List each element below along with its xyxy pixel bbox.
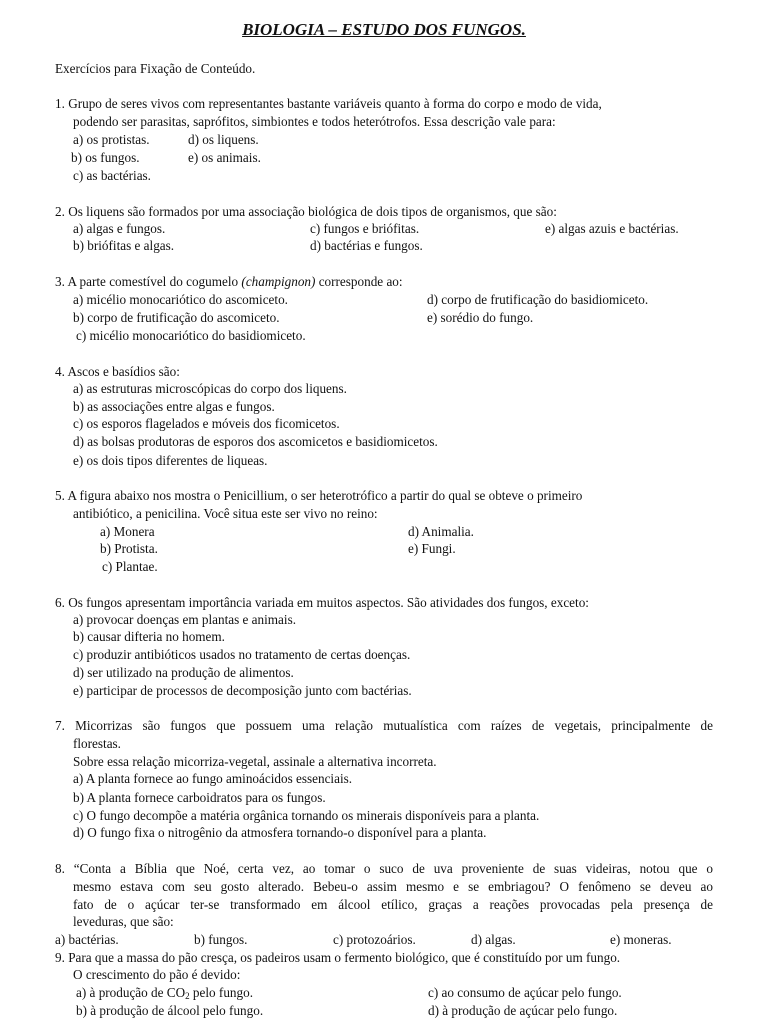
q8-option-c: c) protozoários.	[333, 932, 416, 947]
q7-option-b: b) A planta fornece carboidratos para os fungos.	[73, 790, 326, 805]
q3-option-e: e) sorédio do fungo.	[427, 310, 534, 325]
q5-option-d: d) Animalia.	[408, 524, 474, 539]
q8-stem-line-2: mesmo estava com seu gosto alterado. Bebeu-o assim mesmo e se embriagou? O fenômeno se deveu ao	[73, 879, 713, 894]
q3-option-c: c) micélio monocariótico do basidiomiceto.	[76, 328, 306, 343]
q7-stem-line-2: florestas.	[73, 736, 121, 751]
q6-stem-line-1: 6. Os fungos apresentam importância variada em muitos aspectos. São atividades dos fungos, exceto:	[55, 595, 589, 610]
q9-option-c: c) ao consumo de açúcar pelo fungo.	[428, 985, 622, 1000]
q2-stem-line-1: 2. Os liquens são formados por uma associação biológica de dois tipos de organismos, que são:	[55, 204, 557, 219]
q1-stem-line-1: 1. Grupo de seres vivos com representantes bastante variáveis quanto à forma do corpo e modo de vida,	[55, 96, 602, 111]
q3-option-a: a) micélio monocariótico do ascomiceto.	[73, 292, 288, 307]
page-title: BIOLOGIA – ESTUDO DOS FUNGOS.	[242, 20, 526, 39]
q1-option-c: c) as bactérias.	[73, 168, 151, 183]
intro-text: Exercícios para Fixação de Conteúdo.	[55, 61, 256, 76]
q9-option-b: b) à produção de álcool pelo fungo.	[76, 1003, 264, 1018]
q6-option-b: b) causar difteria no homem.	[73, 629, 225, 644]
q6-option-c: c) produzir antibióticos usados no tratamento de certas doenças.	[73, 647, 411, 662]
q1-option-a: a) os protistas.	[73, 132, 150, 147]
q3-option-b: b) corpo de frutificação do ascomiceto.	[73, 310, 280, 325]
q5-stem-line-2: antibiótico, a penicilina. Você situa este ser vivo no reino:	[73, 506, 378, 521]
q6-option-e: e) participar de processos de decomposição junto com bactérias.	[73, 683, 412, 698]
q2-option-e: e) algas azuis e bactérias.	[545, 221, 679, 236]
q4-option-b: b) as associações entre algas e fungos.	[73, 399, 275, 414]
q8-stem-line-3: fato de o açúcar ter-se transformado em álcool etílico, graças a reações provocadas pela presença de	[73, 897, 713, 912]
q3-option-d: d) corpo de frutificação do basidiomiceto.	[427, 292, 649, 307]
q3-stem-pre: 3. A parte comestível do cogumelo	[55, 274, 242, 289]
q1-option-e: e) os animais.	[188, 150, 261, 165]
q7-stem-line-3: Sobre essa relação micorriza-vegetal, assinale a alternativa incorreta.	[73, 754, 437, 769]
q8-option-e: e) moneras.	[610, 932, 672, 947]
q4-option-d: d) as bolsas produtoras de esporos dos ascomicetos e basidiomicetos.	[73, 434, 438, 449]
q8-option-d: d) algas.	[471, 932, 516, 947]
q9-option-a-subscript: 2	[185, 991, 190, 1001]
q9-option-a-post: pelo fungo.	[189, 985, 253, 1000]
q3-stem-post: corresponde ao:	[315, 274, 403, 289]
q4-option-e: e) os dois tipos diferentes de liqueas.	[73, 453, 268, 468]
q1-option-d: d) os liquens.	[188, 132, 259, 147]
q2-option-d: d) bactérias e fungos.	[310, 238, 423, 253]
q4-option-a: a) as estruturas microscópicas do corpo dos liquens.	[73, 381, 347, 396]
q7-option-d: d) O fungo fixa o nitrogênio da atmosfera tornando-o disponível para a planta.	[73, 825, 487, 840]
q8-option-b: b) fungos.	[194, 932, 248, 947]
q1-stem-line-2: podendo ser parasitas, saprófitos, simbiontes e todos heterótrofos. Essa descrição vale para:	[73, 114, 556, 129]
q8-option-a: a) bactérias.	[55, 932, 119, 947]
q8-stem-line-1: 8. “Conta a Bíblia que Noé, certa vez, ao tomar o suco de uva proveniente de suas videiras, notou que o	[55, 861, 713, 876]
q4-option-c: c) os esporos flagelados e móveis dos ficomicetos.	[73, 416, 340, 431]
q9-option-d: d) à produção de açúcar pelo fungo.	[428, 1003, 618, 1018]
q1-option-b: b) os fungos.	[71, 150, 140, 165]
q6-option-a: a) provocar doenças em plantas e animais.	[73, 612, 296, 627]
q5-option-a: a) Monera	[100, 524, 155, 539]
q7-stem-line-1: 7. Micorrizas são fungos que possuem uma relação mutualística com raízes de vegetais, principalmente de	[55, 718, 713, 733]
q8-stem-line-4: leveduras, que são:	[73, 914, 174, 929]
q2-option-b: b) briófitas e algas.	[73, 238, 175, 253]
q2-option-a: a) algas e fungos.	[73, 221, 166, 236]
q7-option-a: a) A planta fornece ao fungo aminoácidos essenciais.	[73, 771, 353, 786]
q5-stem-line-1: 5. A figura abaixo nos mostra o Penicillium, o ser heterotrófico a partir do qual se obteve o primeiro	[55, 488, 583, 503]
q9-option-a-pre: a) à produção de CO	[76, 985, 186, 1000]
q3-stem-italic: (champignon)	[241, 274, 316, 289]
q6-option-d: d) ser utilizado na produção de alimentos.	[73, 665, 294, 680]
q4-stem-line-1: 4. Ascos e basídios são:	[55, 364, 180, 379]
q5-option-c: c) Plantae.	[102, 559, 158, 574]
q9-option-a	[76, 985, 253, 1001]
q9-stem-line-1: 9. Para que a massa do pão cresça, os padeiros usam o fermento biológico, que é constituído por um fungo.	[55, 950, 621, 965]
q3-stem-line-1	[55, 274, 403, 290]
q7-option-c: c) O fungo decompõe a matéria orgânica tornando os minerais disponíveis para a planta.	[73, 808, 540, 823]
q2-option-c: c) fungos e briófitas.	[310, 221, 420, 236]
q9-stem-line-2: O crescimento do pão é devido:	[73, 967, 241, 982]
q5-option-b: b) Protista.	[100, 541, 158, 556]
q5-option-e: e) Fungi.	[408, 541, 456, 556]
